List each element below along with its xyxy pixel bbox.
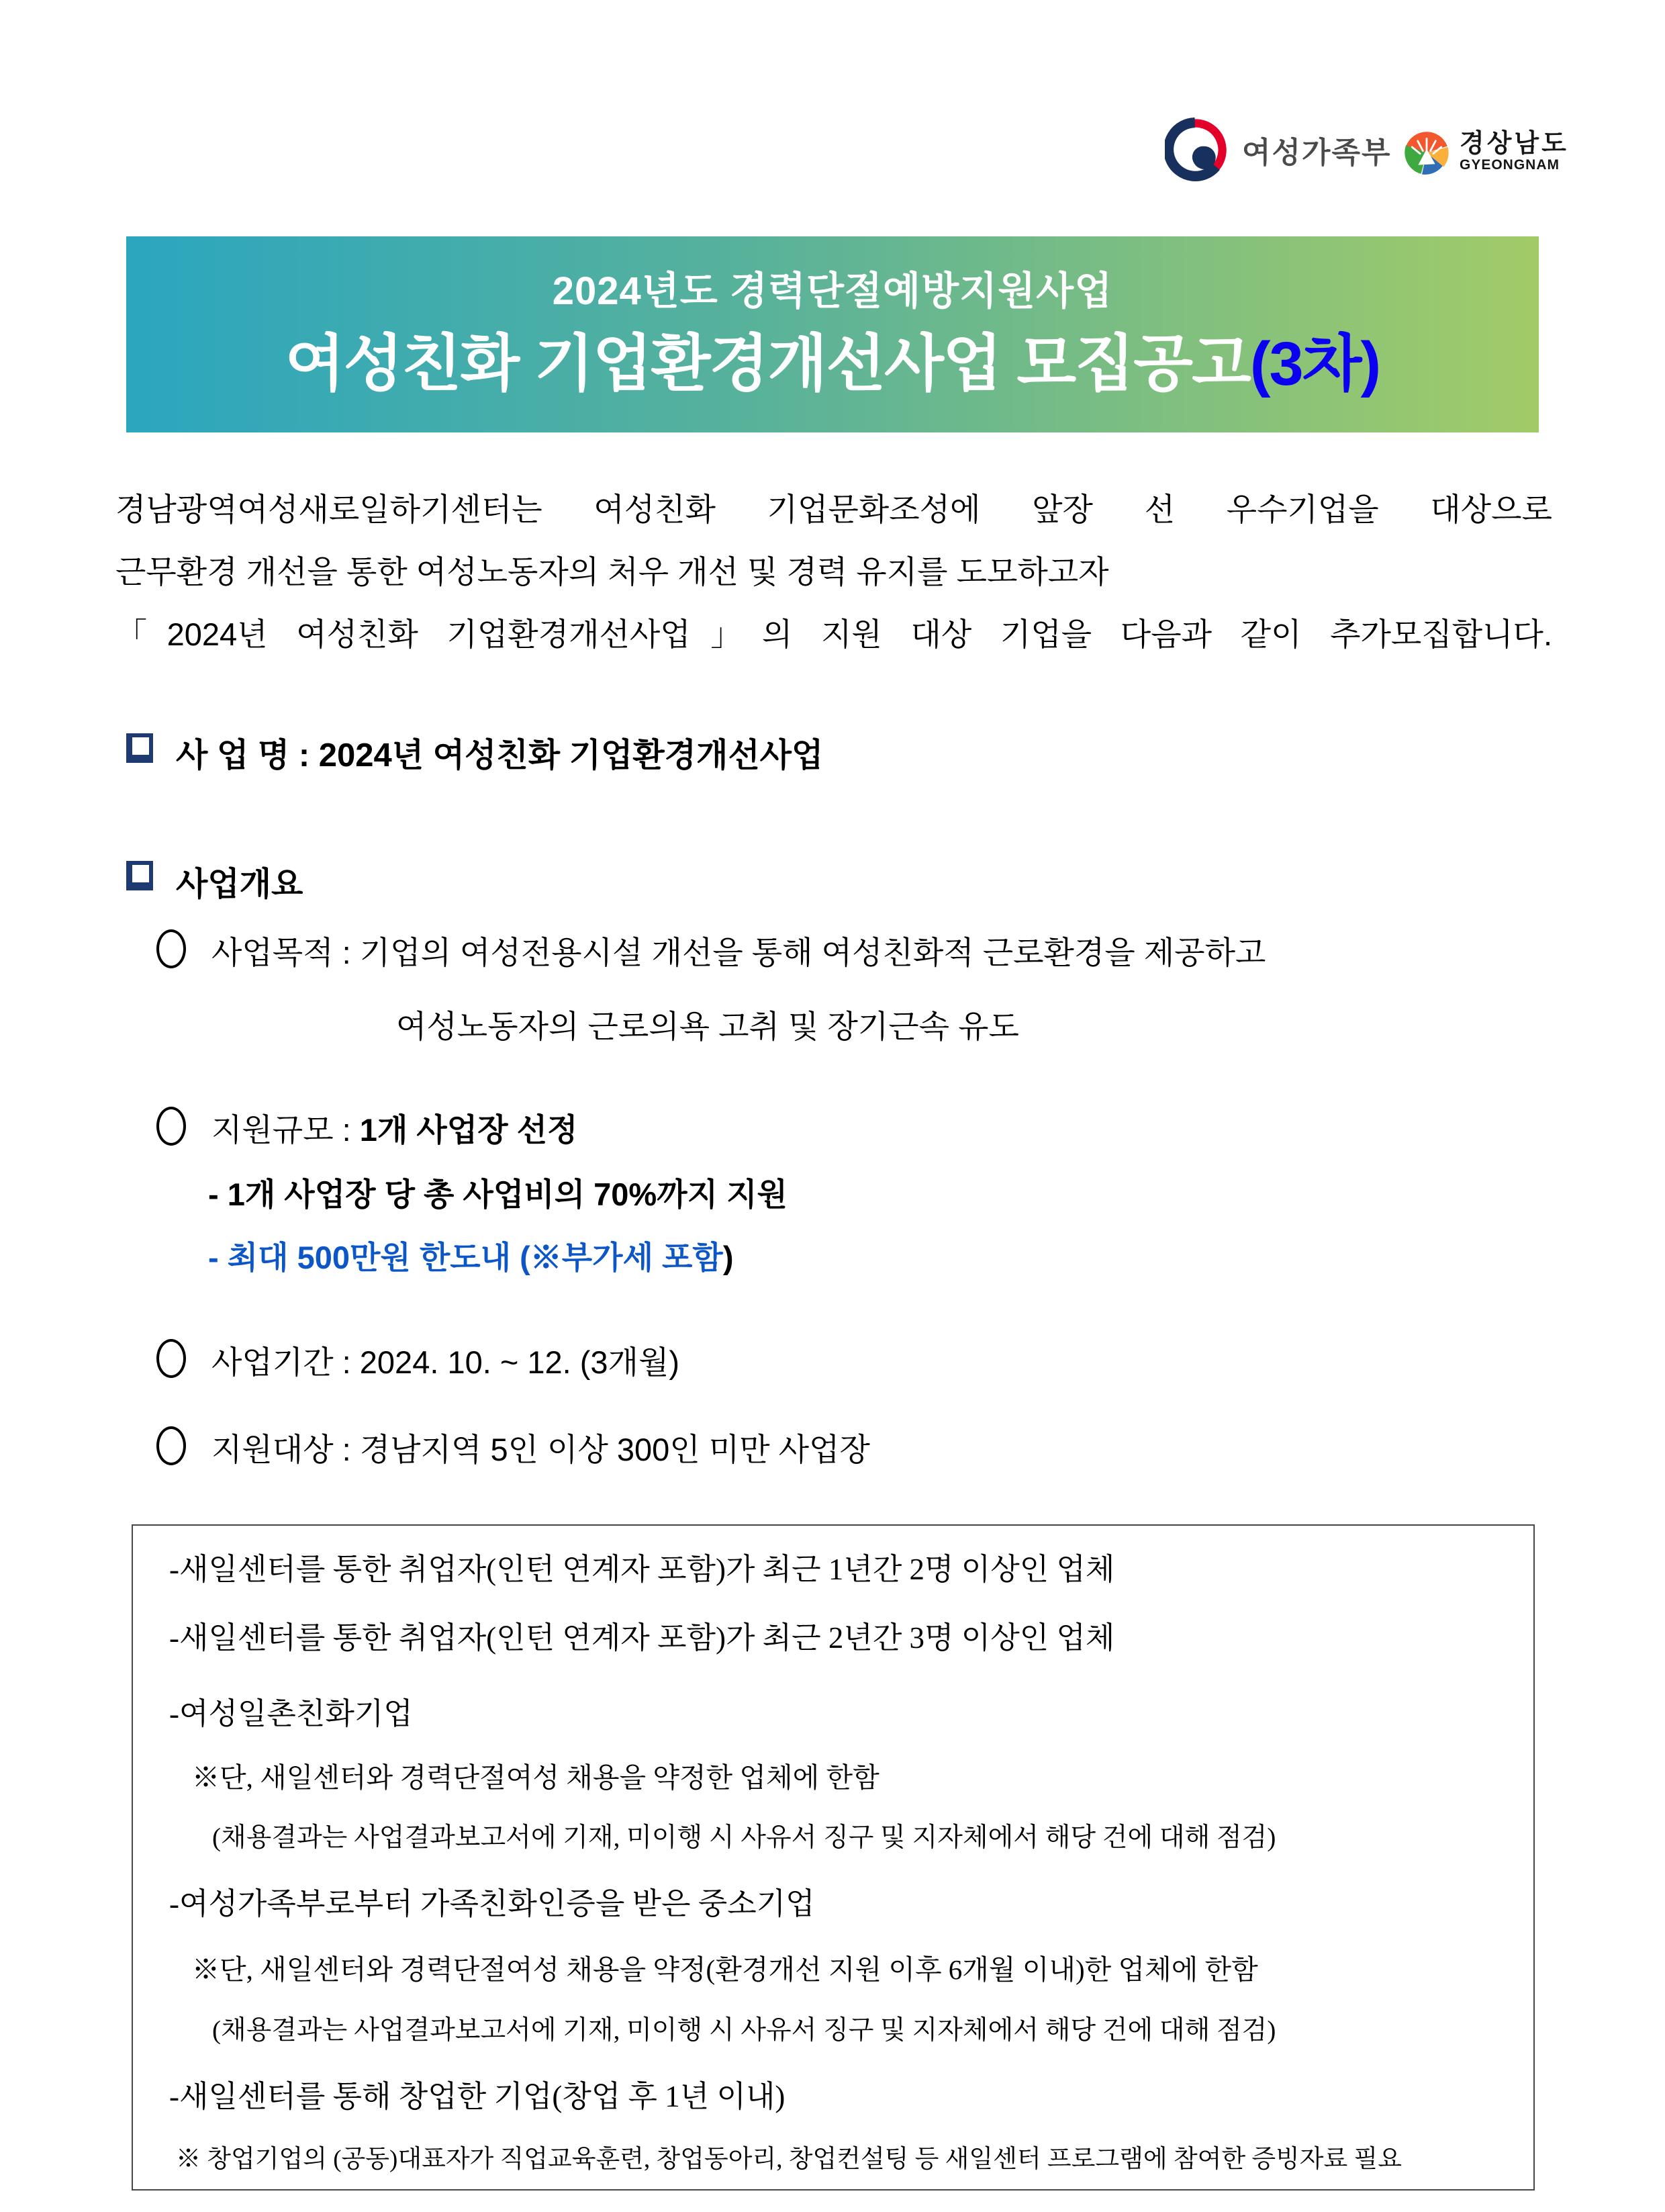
circle-bullet-icon (156, 1107, 186, 1146)
eligibility-note: ※ 창업기업의 (공동)대표자가 직업교육훈련, 창업동아리, 창업컨설팅 등 새일센터 프로그램에 참여한 증빙자료 필요 (176, 2146, 1402, 2173)
item-scale-label: 지원규모 : (211, 1112, 360, 1148)
scale-sub-2-blue: - 최대 500만원 한도내 (※부가세 포함 (208, 1240, 723, 1275)
eligibility-line: -여성일촌친화기업 (169, 1697, 413, 1731)
scale-sub-1: - 1개 사업장 당 총 사업비의 70%까지 지원 (208, 1177, 788, 1212)
gyeongnam-logo (1403, 128, 1569, 176)
eligibility-note: ※단, 새일센터와 경력단절여성 채용을 약정(환경개선 지원 이후 6개월 이내)한 업체에 한함 (192, 1954, 1258, 1985)
item-purpose-line-2: 여성노동자의 근로의욕 고취 및 장기근속 유도 (396, 1009, 1019, 1044)
item-purpose-line-1: 사업목적 : 기업의 여성전용시설 개선을 통해 여성친화적 근로환경을 제공하고 (211, 935, 1266, 970)
intro-line-3: 「2024년 여성친화 기업환경개선사업」의 지원 대상 기업을 다음과 같이 추가모집합니다. (115, 616, 1552, 652)
gyeongnam-logo-label: 경상남도 (1460, 130, 1569, 158)
banner-subtitle: 2024년도 경력단절예방지원사업 (552, 269, 1113, 313)
eligibility-line: -새일센터를 통한 취업자(인턴 연계자 포함)가 최근 2년간 3명 이상인 업체 (169, 1621, 1115, 1655)
scale-sub-2-paren: ) (722, 1240, 734, 1275)
intro-paragraph (115, 478, 1552, 665)
eligibility-line: -새일센터를 통해 창업한 기업(창업 후 1년 이내) (169, 2080, 786, 2113)
sunburst-emblem-icon (1403, 128, 1450, 176)
item-period: 사업기간 : 2024. 10. ~ 12. (3개월) (211, 1344, 679, 1380)
mogef-logo (1165, 118, 1392, 181)
title-banner (126, 236, 1539, 432)
banner-title (126, 314, 1539, 403)
item-scale-value: 1개 사업장 선정 (359, 1112, 578, 1148)
section-overview-heading: 사업개요 (176, 866, 303, 903)
checkbox-bullet-icon (126, 861, 153, 890)
eligibility-box (132, 1524, 1535, 2191)
intro-line-2: 근무환경 개선을 통한 여성노동자의 처우 개선 및 경력 유지를 도모하고자 (115, 554, 1109, 590)
banner-title-round: (3차) (1249, 330, 1380, 398)
intro-line-1: 경남광역여성새로일하기센터는 여성친화 기업문화조성에 앞장 선 우수기업을 대상으로 (115, 492, 1552, 527)
circle-bullet-icon (156, 1426, 186, 1465)
scale-sub-2 (208, 1233, 734, 1278)
eligibility-paren: (채용결과는 사업결과보고서에 기재, 미이행 시 사유서 징구 및 지자체에서 해당 건에 대해 점검) (212, 2016, 1276, 2045)
section-name-heading: 사 업 명 : 2024년 여성친화 기업환경개선사업 (176, 737, 824, 774)
circle-bullet-icon (156, 1339, 186, 1378)
checkbox-bullet-icon (126, 733, 153, 763)
item-scale (211, 1105, 577, 1150)
circle-bullet-icon (156, 929, 186, 968)
gyeongnam-logo-sublabel: GYEONGNAM (1460, 156, 1560, 173)
item-target: 지원대상 : 경남지역 5인 이상 300인 미만 사업장 (211, 1432, 870, 1467)
eligibility-paren: (채용결과는 사업결과보고서에 기재, 미이행 시 사유서 징구 및 지자체에서 해당 건에 대해 점검) (212, 1823, 1276, 1852)
banner-title-text: 여성친화 기업환경개선사업 모집공고 (285, 330, 1250, 398)
eligibility-line: -여성가족부로부터 가족친화인증을 받은 중소기업 (169, 1887, 815, 1921)
eligibility-line: -새일센터를 통한 취업자(인턴 연계자 포함)가 최근 1년간 2명 이상인 업체 (169, 1553, 1115, 1586)
taegeuk-swirl-icon (1165, 118, 1229, 181)
eligibility-note: ※단, 새일센터와 경력단절여성 채용을 약정한 업체에 한함 (192, 1762, 879, 1793)
mogef-logo-label: 여성가족부 (1242, 136, 1392, 169)
